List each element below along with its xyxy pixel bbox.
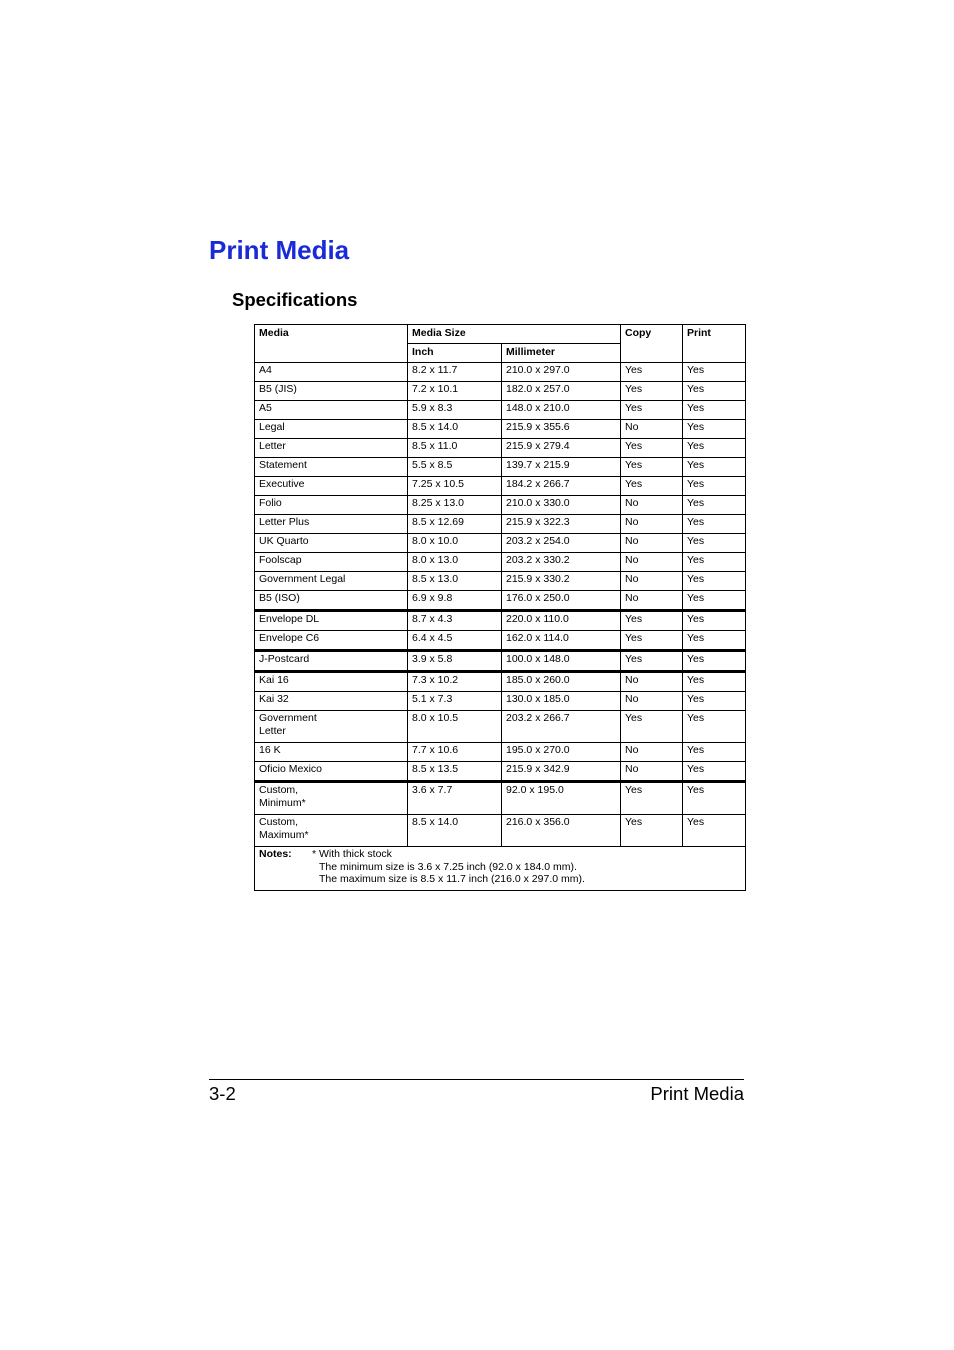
cell-print: Yes bbox=[683, 762, 746, 782]
header-copy: Copy bbox=[621, 325, 683, 363]
cell-inch: 7.3 x 10.2 bbox=[408, 672, 502, 692]
specifications-table bbox=[254, 324, 746, 891]
cell-inch: 3.9 x 5.8 bbox=[408, 651, 502, 672]
notes-line-2: The minimum size is 3.6 x 7.25 inch (92.0 x 184.0 mm). bbox=[319, 860, 577, 873]
cell-copy: Yes bbox=[621, 782, 683, 815]
cell-media: A5 bbox=[255, 401, 408, 420]
table-row bbox=[255, 572, 746, 591]
cell-inch: 8.5 x 12.69 bbox=[408, 515, 502, 534]
cell-media: Oficio Mexico bbox=[255, 762, 408, 782]
cell-copy: Yes bbox=[621, 611, 683, 631]
cell-millimeter: 139.7 x 215.9 bbox=[502, 458, 621, 477]
cell-copy: No bbox=[621, 496, 683, 515]
cell-media: Kai 32 bbox=[255, 692, 408, 711]
cell-millimeter: 220.0 x 110.0 bbox=[502, 611, 621, 631]
cell-inch: 6.4 x 4.5 bbox=[408, 631, 502, 651]
table-row bbox=[255, 672, 746, 692]
cell-copy: No bbox=[621, 515, 683, 534]
header-inch: Inch bbox=[408, 344, 502, 363]
notes-label: Notes: bbox=[259, 848, 292, 860]
cell-inch: 8.5 x 14.0 bbox=[408, 420, 502, 439]
cell-millimeter: 184.2 x 266.7 bbox=[502, 477, 621, 496]
cell-media: Folio bbox=[255, 496, 408, 515]
table-row bbox=[255, 382, 746, 401]
cell-inch: 7.2 x 10.1 bbox=[408, 382, 502, 401]
cell-inch: 8.5 x 14.0 bbox=[408, 815, 502, 847]
table-row bbox=[255, 515, 746, 534]
table-row bbox=[255, 496, 746, 515]
table-row bbox=[255, 815, 746, 847]
cell-copy: Yes bbox=[621, 458, 683, 477]
cell-copy: Yes bbox=[621, 363, 683, 382]
cell-media: Foolscap bbox=[255, 553, 408, 572]
cell-millimeter: 215.9 x 322.3 bbox=[502, 515, 621, 534]
footer-page-number: 3-2 bbox=[209, 1083, 236, 1104]
cell-millimeter: 148.0 x 210.0 bbox=[502, 401, 621, 420]
cell-media: A4 bbox=[255, 363, 408, 382]
cell-millimeter: 92.0 x 195.0 bbox=[502, 782, 621, 815]
cell-copy: No bbox=[621, 692, 683, 711]
cell-copy: No bbox=[621, 420, 683, 439]
cell-media: Envelope C6 bbox=[255, 631, 408, 651]
cell-print: Yes bbox=[683, 496, 746, 515]
cell-media: UK Quarto bbox=[255, 534, 408, 553]
table-row bbox=[255, 651, 746, 672]
cell-print: Yes bbox=[683, 420, 746, 439]
cell-inch: 8.25 x 13.0 bbox=[408, 496, 502, 515]
cell-print: Yes bbox=[683, 534, 746, 553]
cell-millimeter: 185.0 x 260.0 bbox=[502, 672, 621, 692]
cell-print: Yes bbox=[683, 363, 746, 382]
cell-copy: No bbox=[621, 672, 683, 692]
table-row bbox=[255, 762, 746, 782]
header-media-size: Media Size bbox=[408, 325, 621, 344]
table-row bbox=[255, 439, 746, 458]
table-row bbox=[255, 692, 746, 711]
cell-copy: No bbox=[621, 743, 683, 762]
cell-print: Yes bbox=[683, 611, 746, 631]
cell-print: Yes bbox=[683, 815, 746, 847]
header-media: Media bbox=[255, 325, 408, 363]
table-body bbox=[255, 363, 746, 847]
table-row bbox=[255, 631, 746, 651]
cell-millimeter: 130.0 x 185.0 bbox=[502, 692, 621, 711]
cell-inch: 7.25 x 10.5 bbox=[408, 477, 502, 496]
cell-media: Government Legal bbox=[255, 572, 408, 591]
cell-inch: 8.7 x 4.3 bbox=[408, 611, 502, 631]
cell-copy: Yes bbox=[621, 401, 683, 420]
cell-media: Statement bbox=[255, 458, 408, 477]
table-row bbox=[255, 477, 746, 496]
cell-inch: 5.1 x 7.3 bbox=[408, 692, 502, 711]
cell-millimeter: 215.9 x 279.4 bbox=[502, 439, 621, 458]
cell-print: Yes bbox=[683, 692, 746, 711]
cell-print: Yes bbox=[683, 743, 746, 762]
cell-print: Yes bbox=[683, 711, 746, 743]
cell-print: Yes bbox=[683, 553, 746, 572]
cell-print: Yes bbox=[683, 458, 746, 477]
cell-print: Yes bbox=[683, 651, 746, 672]
table-row bbox=[255, 611, 746, 631]
cell-inch: 5.9 x 8.3 bbox=[408, 401, 502, 420]
cell-millimeter: 210.0 x 330.0 bbox=[502, 496, 621, 515]
cell-copy: Yes bbox=[621, 477, 683, 496]
cell-millimeter: 216.0 x 356.0 bbox=[502, 815, 621, 847]
cell-copy: No bbox=[621, 572, 683, 591]
cell-copy: No bbox=[621, 534, 683, 553]
cell-inch: 3.6 x 7.7 bbox=[408, 782, 502, 815]
table-row bbox=[255, 711, 746, 743]
cell-print: Yes bbox=[683, 439, 746, 458]
notes-line-3: The maximum size is 8.5 x 11.7 inch (216.0 x 297.0 mm). bbox=[319, 873, 585, 885]
cell-millimeter: 100.0 x 148.0 bbox=[502, 651, 621, 672]
cell-copy: Yes bbox=[621, 439, 683, 458]
cell-millimeter: 215.9 x 342.9 bbox=[502, 762, 621, 782]
cell-copy: Yes bbox=[621, 382, 683, 401]
cell-millimeter: 203.2 x 330.2 bbox=[502, 553, 621, 572]
cell-media: Envelope DL bbox=[255, 611, 408, 631]
cell-inch: 8.0 x 10.0 bbox=[408, 534, 502, 553]
cell-inch: 6.9 x 9.8 bbox=[408, 591, 502, 611]
notes-cell bbox=[255, 847, 746, 891]
cell-inch: 5.5 x 8.5 bbox=[408, 458, 502, 477]
cell-inch: 8.5 x 13.0 bbox=[408, 572, 502, 591]
cell-media: Custom, Maximum* bbox=[255, 815, 408, 847]
cell-media: Executive bbox=[255, 477, 408, 496]
notes-line-1: * With thick stock bbox=[312, 848, 392, 860]
table-row bbox=[255, 363, 746, 382]
table-row bbox=[255, 420, 746, 439]
page-title: Print Media bbox=[209, 235, 350, 265]
cell-inch: 8.5 x 11.0 bbox=[408, 439, 502, 458]
table-row bbox=[255, 553, 746, 572]
cell-media: Kai 16 bbox=[255, 672, 408, 692]
cell-print: Yes bbox=[683, 477, 746, 496]
header-millimeter: Millimeter bbox=[502, 344, 621, 363]
cell-media: Letter bbox=[255, 439, 408, 458]
table-row bbox=[255, 458, 746, 477]
cell-inch: 8.2 x 11.7 bbox=[408, 363, 502, 382]
cell-copy: No bbox=[621, 591, 683, 611]
table-row bbox=[255, 743, 746, 762]
cell-copy: No bbox=[621, 762, 683, 782]
cell-media: 16 K bbox=[255, 743, 408, 762]
cell-copy: Yes bbox=[621, 651, 683, 672]
cell-print: Yes bbox=[683, 572, 746, 591]
cell-inch: 8.0 x 10.5 bbox=[408, 711, 502, 743]
cell-media: B5 (ISO) bbox=[255, 591, 408, 611]
cell-media: J-Postcard bbox=[255, 651, 408, 672]
cell-millimeter: 203.2 x 254.0 bbox=[502, 534, 621, 553]
table-row bbox=[255, 591, 746, 611]
section-title: Specifications bbox=[232, 289, 358, 310]
cell-millimeter: 195.0 x 270.0 bbox=[502, 743, 621, 762]
table-row bbox=[255, 401, 746, 420]
cell-media: Government Letter bbox=[255, 711, 408, 743]
cell-inch: 8.5 x 13.5 bbox=[408, 762, 502, 782]
cell-media: Custom, Minimum* bbox=[255, 782, 408, 815]
cell-print: Yes bbox=[683, 672, 746, 692]
cell-media: B5 (JIS) bbox=[255, 382, 408, 401]
cell-copy: No bbox=[621, 553, 683, 572]
cell-millimeter: 176.0 x 250.0 bbox=[502, 591, 621, 611]
cell-millimeter: 162.0 x 114.0 bbox=[502, 631, 621, 651]
cell-print: Yes bbox=[683, 631, 746, 651]
footer-divider bbox=[209, 1079, 744, 1080]
cell-millimeter: 182.0 x 257.0 bbox=[502, 382, 621, 401]
cell-print: Yes bbox=[683, 382, 746, 401]
cell-copy: Yes bbox=[621, 815, 683, 847]
footer-chapter-title: Print Media bbox=[650, 1083, 744, 1104]
cell-inch: 7.7 x 10.6 bbox=[408, 743, 502, 762]
cell-copy: Yes bbox=[621, 711, 683, 743]
table-row bbox=[255, 534, 746, 553]
cell-print: Yes bbox=[683, 401, 746, 420]
cell-millimeter: 210.0 x 297.0 bbox=[502, 363, 621, 382]
cell-millimeter: 215.9 x 355.6 bbox=[502, 420, 621, 439]
cell-copy: Yes bbox=[621, 631, 683, 651]
cell-millimeter: 215.9 x 330.2 bbox=[502, 572, 621, 591]
cell-inch: 8.0 x 13.0 bbox=[408, 553, 502, 572]
table-row bbox=[255, 782, 746, 815]
header-print: Print bbox=[683, 325, 746, 363]
cell-media: Legal bbox=[255, 420, 408, 439]
cell-print: Yes bbox=[683, 782, 746, 815]
cell-media: Letter Plus bbox=[255, 515, 408, 534]
cell-print: Yes bbox=[683, 591, 746, 611]
cell-millimeter: 203.2 x 266.7 bbox=[502, 711, 621, 743]
cell-print: Yes bbox=[683, 515, 746, 534]
